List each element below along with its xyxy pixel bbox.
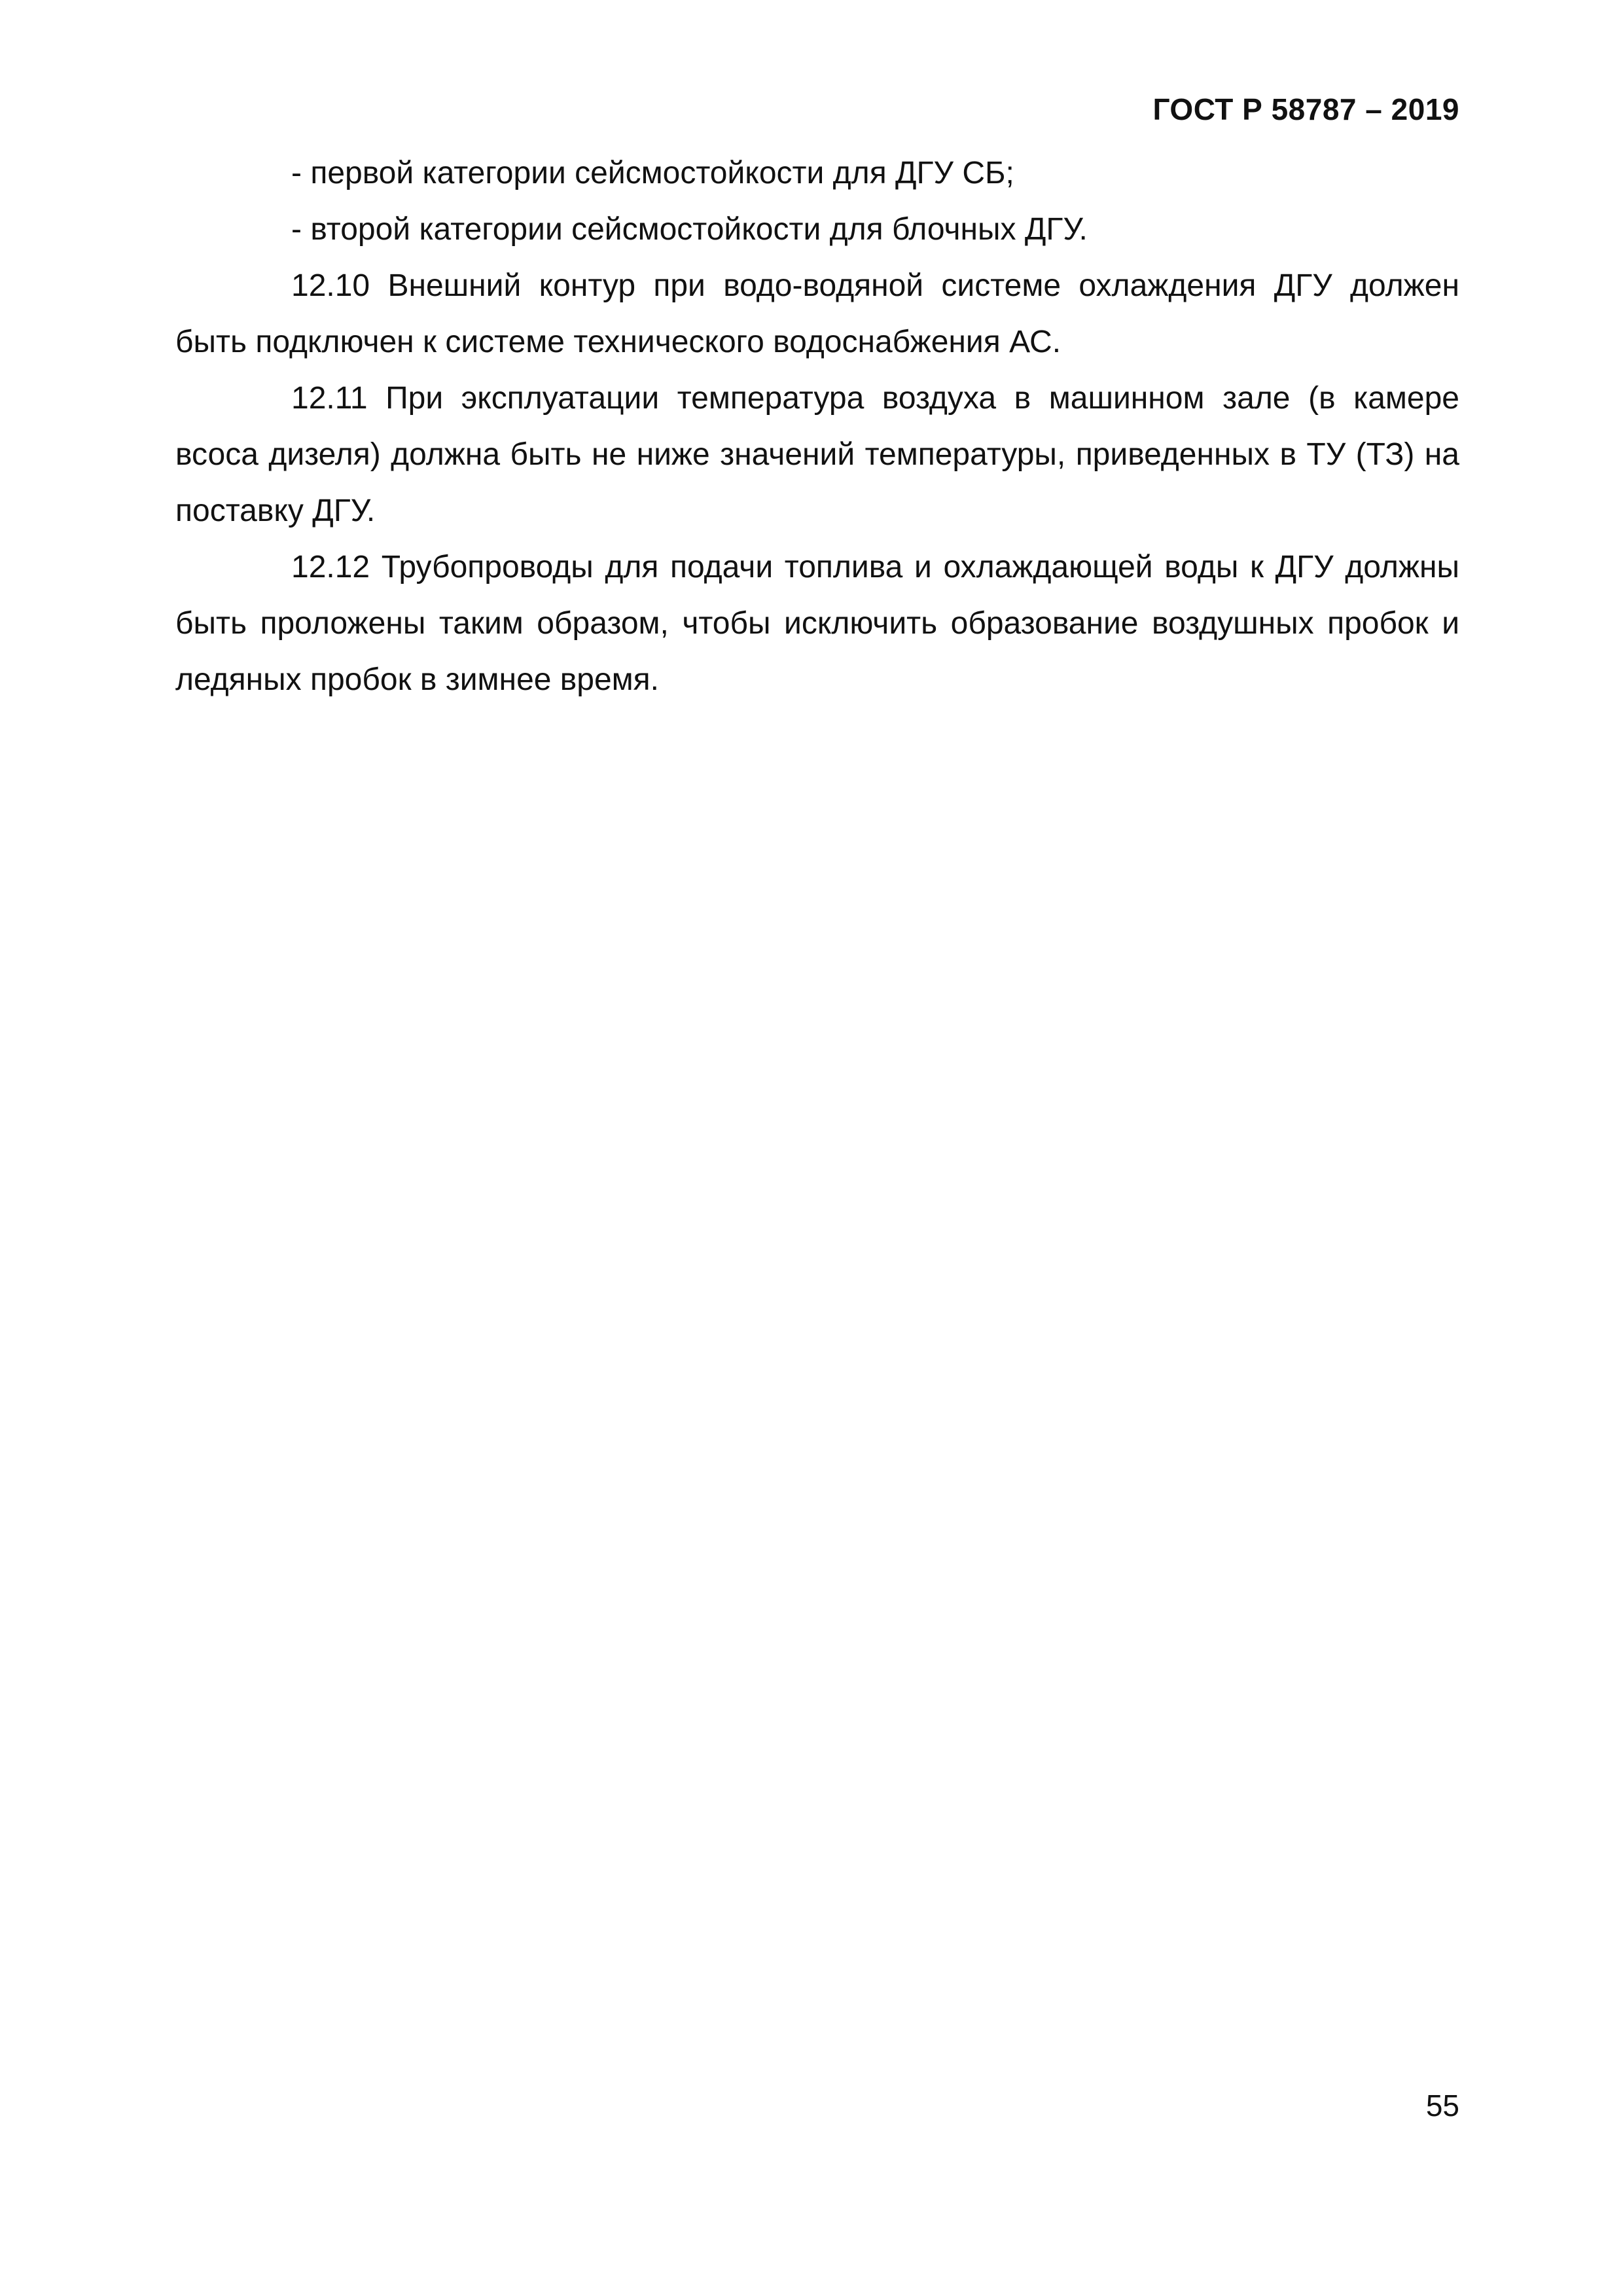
- clause-12-10: 12.10 Внешний контур при водо-водяной системе охлаждения ДГУ должен быть подключен к системе технического водоснабжения АС.: [175, 268, 1459, 359]
- standard-designation-header: ГОСТ Р 58787 – 2019: [1152, 92, 1459, 126]
- page-number: 55: [1425, 2089, 1459, 2123]
- clause-12-11: 12.11 При эксплуатации температура воздуха в машинном зале (в камере всоса дизеля) должна быть не ниже значений температуры, приведенных в ТУ (ТЗ) на поставку ДГУ.: [175, 381, 1459, 528]
- document-body: [175, 145, 1459, 708]
- list-item-first-category: - первой категории сейсмостойкости для ДГУ СБ;: [291, 156, 1014, 190]
- clause-12-12: 12.12 Трубопроводы для подачи топлива и охлаждающей воды к ДГУ должны быть проложены таким образом, чтобы исключить образование воздушных пробок и ледяных пробок в зимнее время.: [175, 550, 1459, 697]
- list-item-second-category: - второй категории сейсмостойкости для блочных ДГУ.: [291, 212, 1088, 247]
